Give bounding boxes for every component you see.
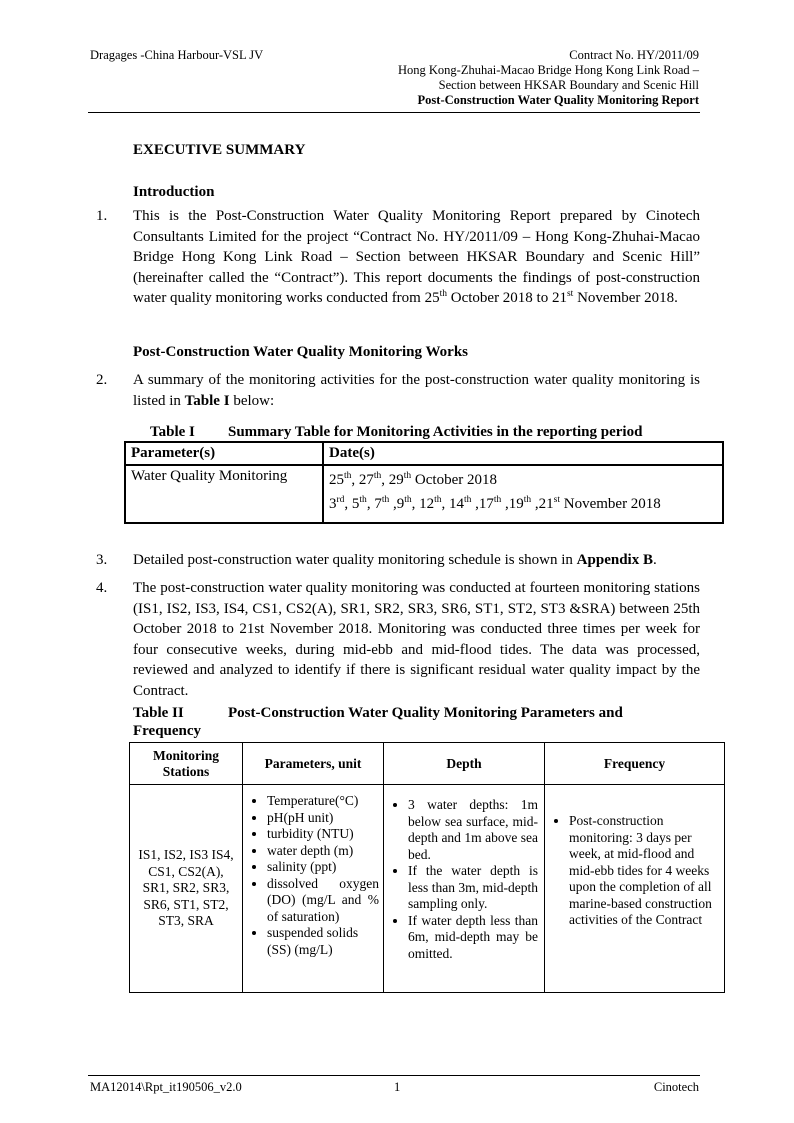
para-number: 2. — [96, 372, 108, 388]
table1-parameter-cell: Water Quality Monitoring — [125, 465, 323, 523]
table1-caption: Summary Table for Monitoring Activities in the reporting period — [228, 424, 643, 440]
november-day: 14 — [448, 496, 464, 512]
header-company: Dragages -China Harbour-VSL JV — [90, 48, 264, 62]
parameters-frequency-table — [129, 742, 725, 993]
november-day-suffix: st — [553, 495, 560, 505]
november-day-suffix: th — [404, 495, 412, 505]
schedule-paragraph: Detailed post-construction water quality monitoring schedule is shown in Appendix B. — [133, 552, 657, 568]
table1-header-dates: Date(s) — [323, 442, 723, 465]
november-day: 12 — [419, 496, 435, 512]
table2-caption-cont: Frequency — [133, 723, 202, 739]
para-number: 1. — [96, 208, 108, 224]
parameter-item: • salinity (ppt) — [267, 859, 379, 876]
col-header-frequency: Frequency — [545, 743, 725, 785]
table2-label: Table II — [133, 705, 184, 721]
november-day-suffix: rd — [336, 495, 345, 505]
header-section-line: Section between HKSAR Boundary and Scenic Hill — [438, 78, 699, 92]
header-contract-block — [339, 48, 699, 108]
october-day-suffix: th — [403, 471, 412, 481]
depth-item: • If water depth less than 6m, mid-depth may be omitted. — [408, 913, 538, 963]
works-heading: Post-Construction Water Quality Monitoring Works — [133, 344, 469, 360]
table1-dates-cell — [323, 465, 723, 523]
intro-heading: Introduction — [133, 184, 215, 200]
october-day-suffix: th — [344, 471, 352, 481]
para-number: 3. — [96, 552, 108, 568]
november-day-suffix: th — [493, 495, 502, 505]
november-day-suffix: th — [381, 495, 390, 505]
november-day: 3 — [329, 496, 337, 512]
stations-cell: IS1, IS2, IS3 IS4, CS1, CS2(A), SR1, SR2, SR3, SR6, ST1, ST2, ST3, SRA — [130, 785, 243, 993]
frequency-item: • Post-construction monitoring: 3 days per week, at mid-flood and mid-ebb tides for 4 weeks upon the completion of all marine-based construction activities of the Contract — [569, 813, 718, 929]
depth-item: • If the water depth is less than 3m, mid-depth sampling only. — [408, 863, 538, 913]
col-header-parameters: Parameters, unit — [243, 743, 384, 785]
footer-rule — [88, 1075, 700, 1076]
november-day: 19 — [508, 496, 524, 512]
intro-paragraph: This is the Post-Construction Water Quality Monitoring Report prepared by Cinotech Consultants Limited for the project “Contract No. HY/2011/09 – Hong Kong-Zhuhai-Macao Bridge Hong Kong Link Road – Section between HKSAR Boundary and Scenic Hill” (hereinafter called the “Contract”). This report documents the findings of post-construction water quality monitoring works conducted from 25th October 2018 to 21st November 2018. — [133, 208, 700, 306]
header-rule — [88, 112, 700, 113]
november-day-suffix: th — [523, 495, 532, 505]
table2-caption: Post-Construction Water Quality Monitoring Parameters and — [228, 705, 623, 721]
november-day-suffix: th — [463, 495, 472, 505]
november-day-suffix: th — [434, 495, 442, 505]
parameter-item: • pH(pH unit) — [267, 810, 379, 827]
exec-summary-title: EXECUTIVE SUMMARY — [133, 142, 306, 158]
depth-cell — [384, 785, 545, 993]
footer-company: Cinotech — [653, 1080, 699, 1094]
november-day-suffix: th — [359, 495, 367, 505]
october-day: 27 — [358, 472, 374, 488]
header-contract-line: Contract No. HY/2011/09 — [569, 48, 699, 62]
table1-label: Table I — [150, 424, 195, 440]
table1-header-parameters: Parameter(s) — [125, 442, 323, 465]
october-day-suffix: th — [373, 471, 382, 481]
parameter-item: • water depth (m) — [267, 843, 379, 860]
parameters-cell — [243, 785, 384, 993]
monitoring-activities-table — [124, 441, 724, 524]
summary-paragraph: A summary of the monitoring activities for the post-construction water quality monitoring is listed in Table I below: — [133, 372, 700, 409]
parameter-item: • suspended solids (SS) (mg/L) — [267, 925, 379, 958]
november-day: 17 — [478, 496, 494, 512]
para-number: 4. — [96, 580, 108, 596]
stations-paragraph: The post-construction water quality monitoring was conducted at fourteen monitoring stations (IS1, IS2, IS3, IS4, CS1, CS2(A), SR1, SR2, SR3, SR6, ST1, ST2, ST3 &SRA) between 25th October 2018 to 21st November 2018. Monitoring was conducted three times per week for four consecutive weeks, during mid-ebb and mid-flood tides. The data was processed, reviewed and analyzed to identify if there is significant residual water quality impact by the Contract. — [133, 580, 700, 699]
footer-doc-ref: MA12014\Rpt_it190506_v2.0 — [90, 1080, 242, 1094]
header-report-title: Post-Construction Water Quality Monitoring Report — [417, 93, 699, 107]
november-day: 5 — [351, 496, 360, 512]
col-header-depth: Depth — [384, 743, 545, 785]
november-day: 9 — [396, 496, 405, 512]
parameter-item: • turbidity (NTU) — [267, 826, 379, 843]
page-number: 1 — [394, 1080, 401, 1094]
header-project-line: Hong Kong-Zhuhai-Macao Bridge Hong Kong Link Road – — [398, 63, 699, 77]
october-day: 25 — [329, 472, 344, 488]
november-day: 21 — [538, 496, 554, 512]
col-header-stations: Monitoring Stations — [130, 743, 243, 785]
november-dates: 3rd, 5th, 7th ,9th, 12th, 14th ,17th ,19th ,21st November 2018 — [329, 495, 661, 512]
november-day: 7 — [374, 496, 382, 512]
parameter-item: • Temperature(°C) — [267, 793, 379, 810]
depth-item: • 3 water depths: 1m below sea surface, mid-depth and 1m above sea bed. — [408, 797, 538, 863]
october-day: 29 — [388, 472, 404, 488]
october-dates: 25th, 27th, 29th October 2018 — [329, 471, 497, 488]
frequency-cell — [545, 785, 725, 993]
parameter-item: • dissolved oxygen (DO) (mg/L and % of saturation) — [267, 876, 379, 926]
